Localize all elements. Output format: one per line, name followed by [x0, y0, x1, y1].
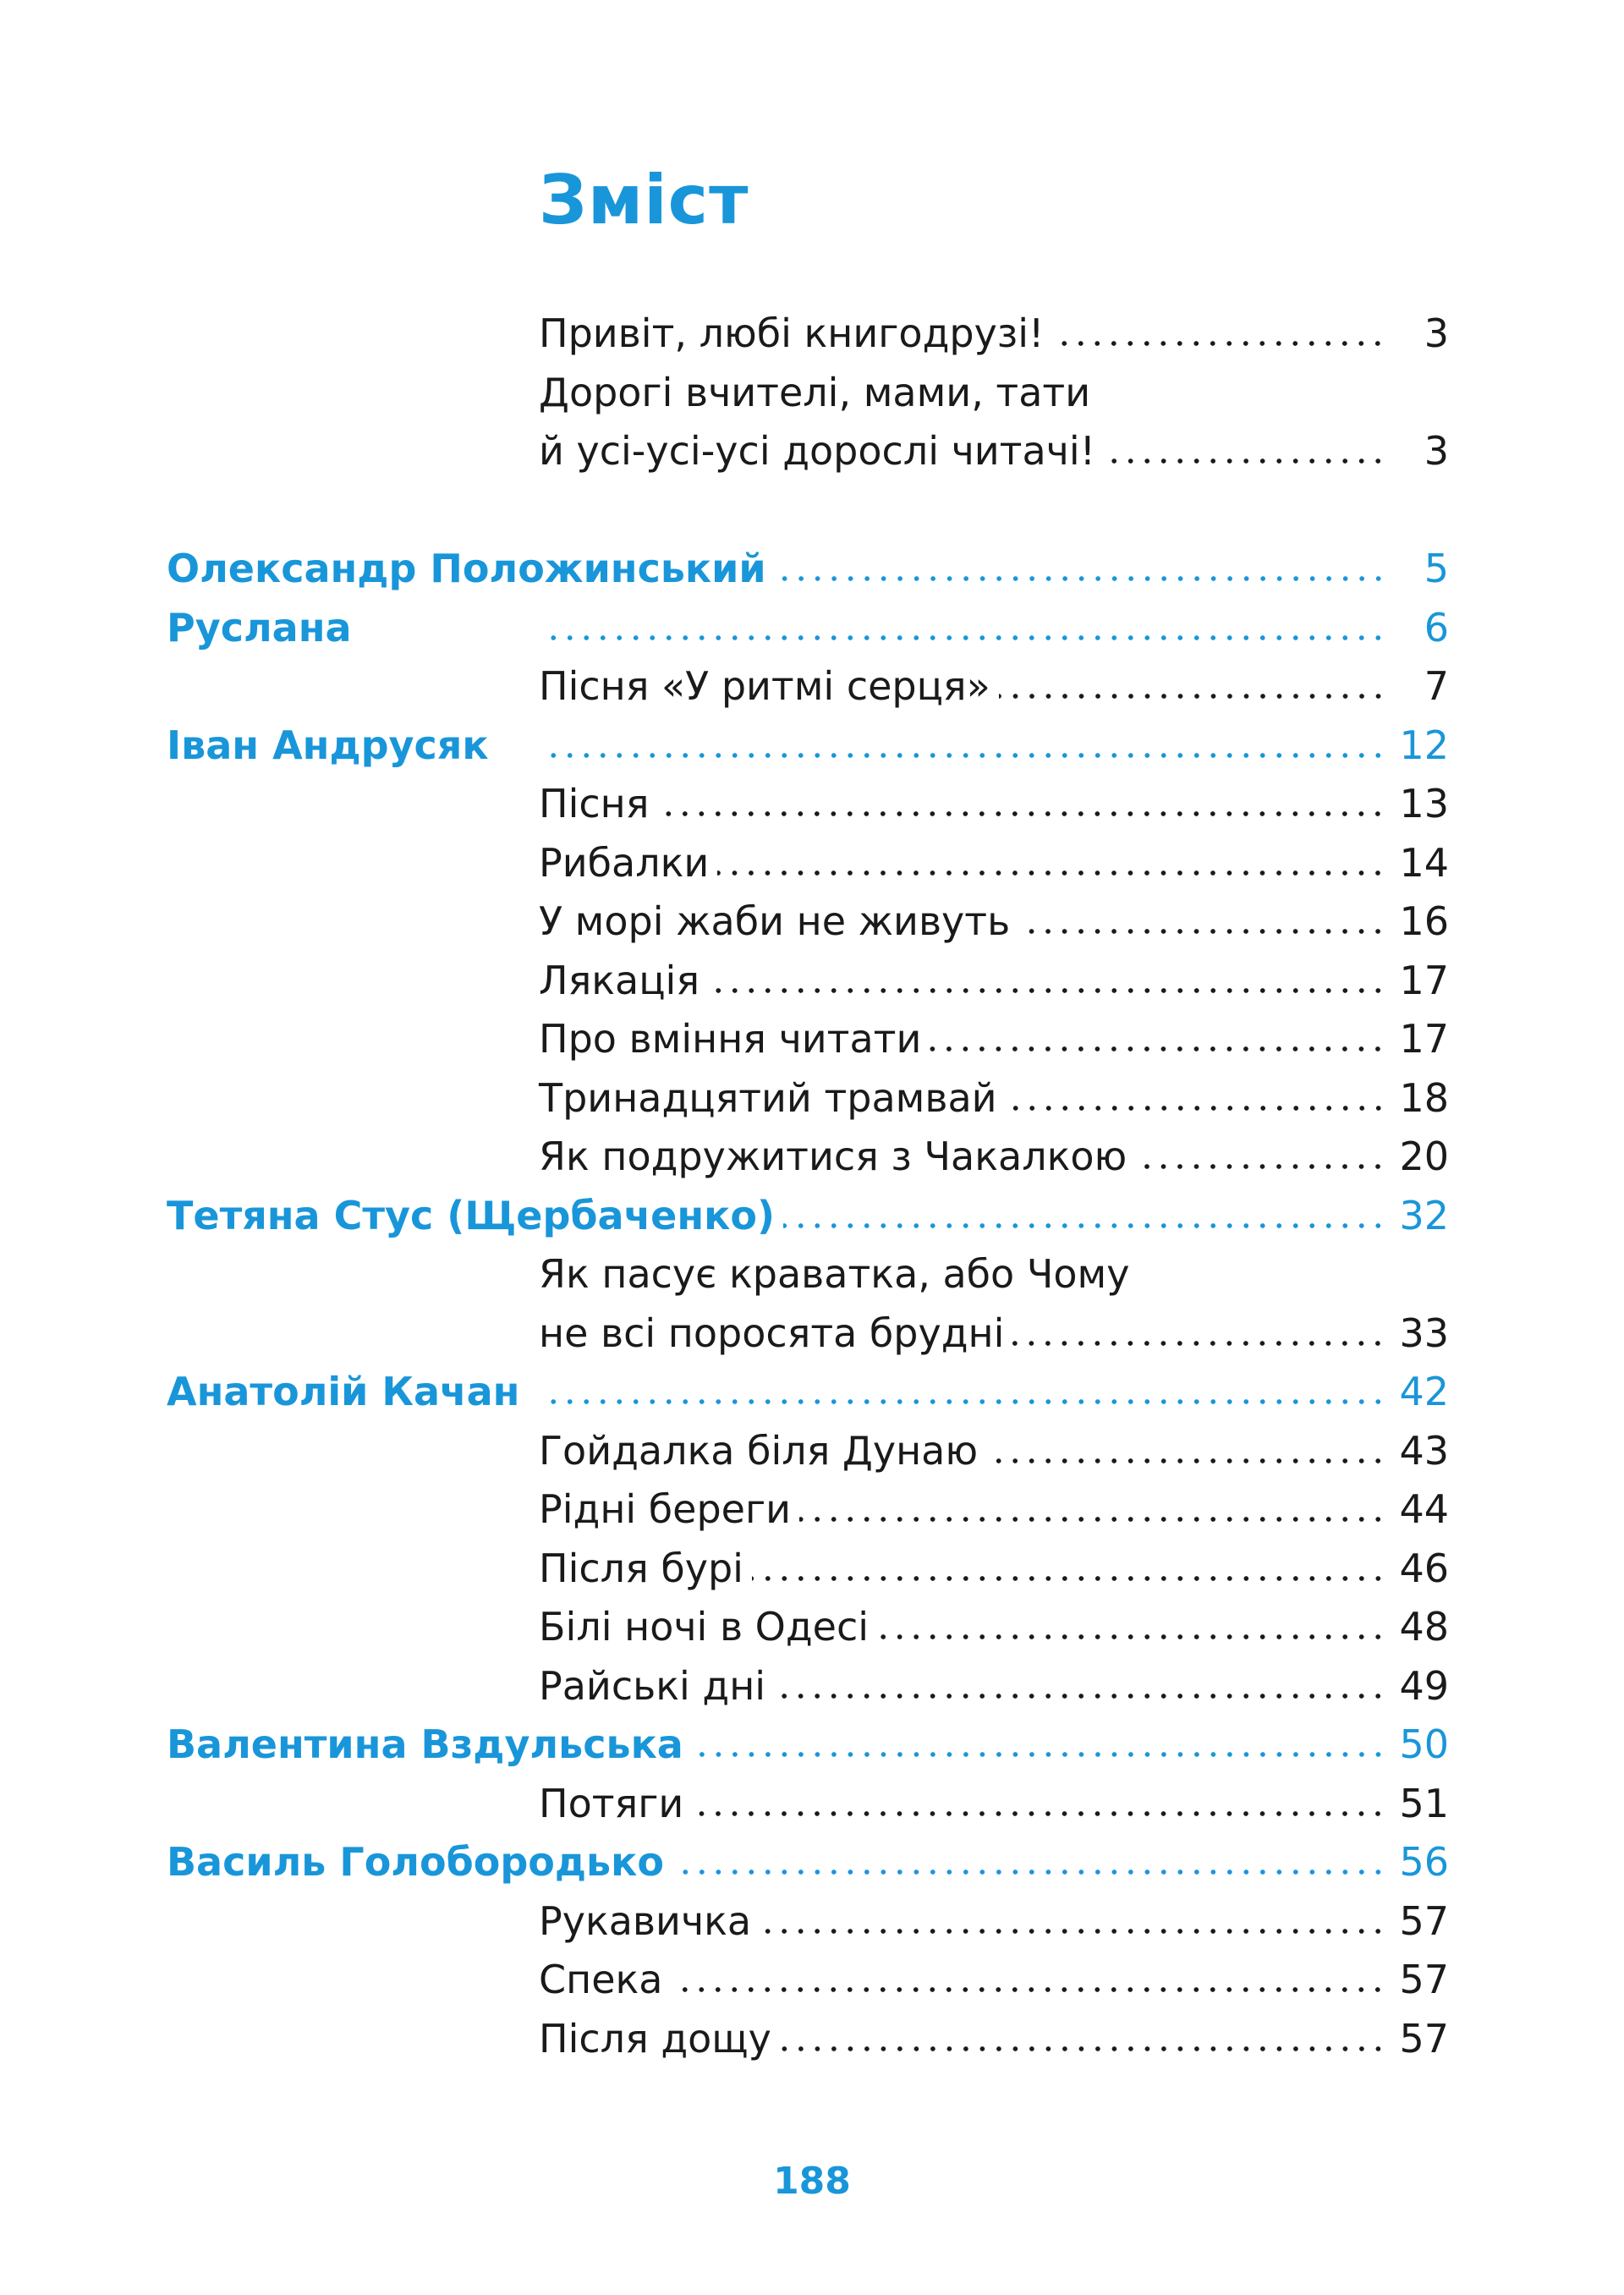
dot-leader — [717, 870, 1386, 876]
dot-leader — [930, 1046, 1386, 1052]
dot-leader — [775, 575, 1386, 582]
dot-leader — [1012, 1340, 1386, 1347]
entry-title: Тринадцятий трамвай — [539, 1074, 997, 1121]
entry-title: й усі-усі-усі дорослі читачі! — [539, 428, 1096, 474]
entry-page: 43 — [1399, 1427, 1449, 1474]
dot-leader — [1052, 340, 1386, 347]
author-name: Василь Голобородько — [167, 1839, 664, 1885]
toc-entry[interactable] — [167, 364, 1449, 423]
author-name: Анатолій Качан — [167, 1369, 520, 1414]
toc-entry[interactable] — [167, 1304, 1449, 1364]
entry-page: 17 — [1399, 957, 1449, 1003]
entry-title: Дорогі вчителі, мами, тати — [539, 369, 1091, 415]
entry-title: Привіт, любі книгодрузі! — [539, 310, 1045, 356]
dot-leader — [780, 2045, 1386, 2052]
author-page: 5 — [1424, 546, 1449, 591]
toc-entry[interactable] — [167, 1598, 1449, 1657]
dot-leader — [799, 1516, 1386, 1523]
dot-leader — [547, 634, 1386, 641]
author-page: 56 — [1399, 1839, 1449, 1885]
entry-page: 14 — [1399, 839, 1449, 886]
dot-leader — [999, 693, 1386, 700]
author-page: 6 — [1424, 604, 1449, 651]
entry-title: Лякація — [539, 957, 700, 1003]
entry-title: Рибалки — [539, 839, 710, 886]
page-number: 188 — [773, 2160, 851, 2203]
toc-entry[interactable] — [167, 1775, 1449, 1834]
dot-leader — [671, 1986, 1386, 1993]
spacer — [167, 481, 1449, 541]
toc-author-entry[interactable] — [167, 717, 1449, 776]
dot-leader — [657, 810, 1386, 817]
entry-title: Потяги — [539, 1780, 684, 1826]
entry-page: 16 — [1399, 898, 1449, 944]
entry-page: 17 — [1399, 1016, 1449, 1062]
author-page: 50 — [1399, 1721, 1449, 1767]
entry-title: Гойдалка біля Дунаю — [539, 1427, 979, 1474]
entry-page: 13 — [1399, 781, 1449, 826]
toc-entry[interactable] — [167, 952, 1449, 1011]
toc-entry[interactable] — [167, 1069, 1449, 1128]
toc-entry[interactable] — [167, 1245, 1449, 1304]
page-title: Зміст — [539, 161, 749, 239]
toc-entry[interactable] — [167, 2010, 1449, 2069]
dot-leader — [1006, 1105, 1386, 1112]
author-name: Валентина Вздульська — [167, 1721, 683, 1767]
author-name: Руслана — [167, 604, 352, 651]
entry-page: 3 — [1424, 428, 1449, 474]
dot-leader — [877, 1633, 1386, 1640]
entry-page: 57 — [1399, 1957, 1449, 2002]
toc-author-entry[interactable] — [167, 1833, 1449, 1892]
toc-entry[interactable] — [167, 775, 1449, 834]
entry-title: Як подружитися з Чакалкою — [539, 1134, 1127, 1179]
entry-title: Після дощу — [539, 2015, 771, 2062]
dot-leader — [774, 1693, 1386, 1699]
dot-leader — [547, 752, 1386, 759]
entry-title: Рукавичка — [539, 1897, 752, 1944]
entry-page: 49 — [1399, 1662, 1449, 1709]
entry-page: 57 — [1399, 2015, 1449, 2062]
entry-title: Білі ночі в Одесі — [539, 1604, 870, 1650]
dot-leader — [783, 1222, 1386, 1229]
author-page: 32 — [1399, 1192, 1449, 1238]
entry-page: 7 — [1424, 663, 1449, 709]
toc-author-entry[interactable] — [167, 1187, 1449, 1246]
entry-title: не всі поросята брудні — [539, 1309, 1005, 1356]
dot-leader — [708, 987, 1386, 994]
dot-leader — [692, 1810, 1386, 1817]
entry-page: 20 — [1399, 1134, 1449, 1179]
toc-author-entry[interactable] — [167, 1363, 1449, 1422]
entry-title: Пісня «У ритмі серця» — [539, 663, 990, 709]
entry-title: Рідні береги — [539, 1486, 792, 1532]
toc-entry[interactable] — [167, 834, 1449, 893]
entry-page: 48 — [1399, 1604, 1449, 1650]
dot-leader — [1135, 1163, 1386, 1170]
toc-entry[interactable] — [167, 1128, 1449, 1187]
toc-entry[interactable] — [167, 1010, 1449, 1069]
entry-page: 33 — [1399, 1309, 1449, 1356]
dot-leader — [1018, 928, 1386, 935]
entry-title: Як пасує краватка, або Чому — [539, 1251, 1130, 1297]
author-name: Іван Андрусяк — [167, 722, 489, 768]
toc-entry[interactable] — [167, 892, 1449, 952]
toc-author-entry[interactable] — [167, 540, 1449, 599]
entry-title: Після бурі — [539, 1545, 743, 1591]
entry-page: 57 — [1399, 1897, 1449, 1944]
toc-entry[interactable] — [167, 1540, 1449, 1599]
author-page: 42 — [1399, 1369, 1449, 1414]
entry-title: У морі жаби не живуть — [539, 898, 1011, 944]
entry-page: 44 — [1399, 1486, 1449, 1532]
dot-leader — [692, 1751, 1386, 1758]
author-page: 12 — [1399, 722, 1449, 768]
toc-entry[interactable] — [167, 422, 1449, 481]
entry-title: Райські дні — [539, 1662, 766, 1709]
toc-entry[interactable] — [167, 1951, 1449, 2010]
table-of-contents — [167, 305, 1449, 2068]
toc-entry[interactable] — [167, 1480, 1449, 1540]
entry-page: 46 — [1399, 1545, 1449, 1591]
author-name: Тетяна Стус (Щербаченко) — [167, 1192, 775, 1238]
toc-entry[interactable] — [167, 1422, 1449, 1481]
entry-page: 18 — [1399, 1074, 1449, 1121]
entry-title: Пісня — [539, 781, 650, 826]
entry-page: 3 — [1424, 310, 1449, 356]
dot-leader — [672, 1869, 1386, 1875]
author-name: Олександр Положинський — [167, 546, 766, 591]
entry-title: Спека — [539, 1957, 663, 2002]
entry-title: Про вміння читати — [539, 1016, 922, 1062]
dot-leader — [752, 1575, 1386, 1582]
toc-entry[interactable] — [167, 305, 1449, 364]
toc-entry[interactable] — [167, 1892, 1449, 1952]
dot-leader — [1104, 458, 1386, 464]
entry-page: 51 — [1399, 1780, 1449, 1826]
toc-author-entry[interactable] — [167, 599, 1449, 658]
toc-author-entry[interactable] — [167, 1716, 1449, 1775]
dot-leader — [547, 1398, 1386, 1405]
dot-leader — [760, 1928, 1386, 1935]
toc-entry[interactable] — [167, 657, 1449, 717]
dot-leader — [986, 1458, 1386, 1464]
toc-entry[interactable] — [167, 1657, 1449, 1716]
